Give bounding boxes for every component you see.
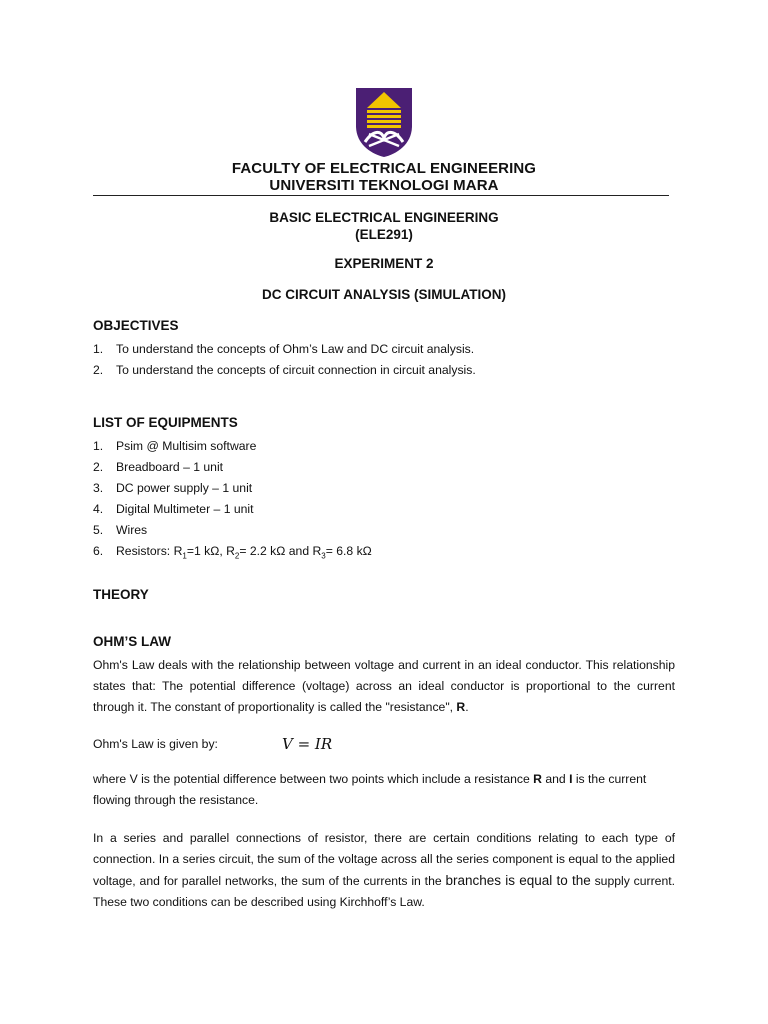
- list-item: 4. Digital Multimeter – 1 unit: [93, 502, 254, 516]
- faculty-name: FACULTY OF ELECTRICAL ENGINEERING: [231, 160, 537, 177]
- objectives-list: [93, 339, 476, 381]
- equipments-heading: LIST OF EQUIPMENTS: [93, 415, 238, 430]
- resistors-item: 6. Resistors: $R_1=1$ kΩ, $R_2= 2.2$ kΩ and $R_3= 6.8$ kΩ: [93, 544, 372, 561]
- experiment-title: DC CIRCUIT ANALYSIS (SIMULATION): [262, 287, 506, 302]
- uitm-crest-logo: [353, 86, 415, 158]
- document-header: [93, 160, 675, 194]
- list-item: 2. To understand the concepts of circuit connection in circuit analysis.: [93, 363, 476, 377]
- theory-heading: THEORY: [93, 587, 149, 602]
- list-item: 5. Wires: [93, 523, 148, 537]
- objectives-heading: OBJECTIVES: [93, 318, 179, 333]
- where-paragraph: where V is the potential difference between two points which include a resistance R and I is the current flowing through the resistance.: [93, 772, 647, 807]
- course-code: (ELE291): [355, 227, 413, 242]
- ohms-law-given-label: Ohm's Law is given by:: [93, 737, 218, 751]
- ohms-law-paragraph: Ohm's Law deals with the relationship between voltage and current in an ideal conductor. This relationship states that: The potential difference (voltage) across an ideal conductor is proportional to the current through it. The constant of proportionality is called the "resistance", R.: [93, 658, 675, 714]
- series-parallel-paragraph: In a series and parallel connections of resistor, there are certain conditions relating to each type of connection. In a series circuit, the sum of the voltage across all the series component is equal to the applied voltage, and for parallel networks, the sum of the currents in the branches is equal to the supply current. These two conditions can be described using Kirchhoff’s Law.: [93, 831, 675, 909]
- list-item: 2. Breadboard – 1 unit: [93, 460, 224, 474]
- university-name: UNIVERSITI TEKNOLOGI MARA: [269, 177, 499, 194]
- list-item: 3. DC power supply – 1 unit: [93, 481, 253, 495]
- list-item: 1. To understand the concepts of Ohm’s Law and DC circuit analysis.: [93, 342, 475, 356]
- course-block: [93, 209, 675, 243]
- experiment-number: EXPERIMENT 2: [334, 256, 434, 271]
- equipments-list: [93, 436, 372, 562]
- list-item: 1. Psim @ Multisim software: [93, 439, 257, 453]
- header-divider: [93, 195, 669, 196]
- ohms-law-formula: V = IR: [282, 735, 333, 753]
- course-name: BASIC ELECTRICAL ENGINEERING: [269, 210, 499, 225]
- ohms-law-heading: OHM’S LAW: [93, 634, 171, 649]
